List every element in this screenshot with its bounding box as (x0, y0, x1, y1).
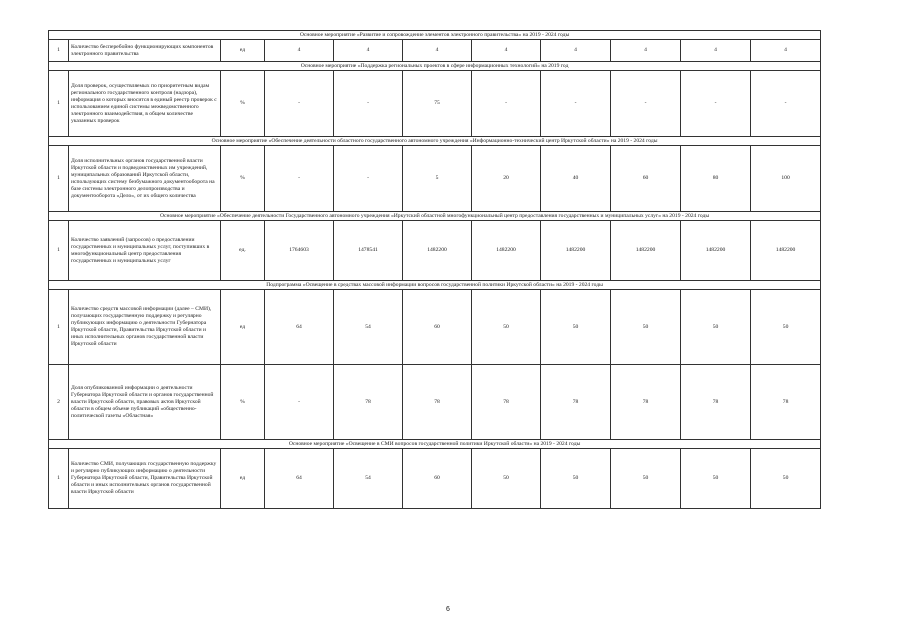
indicator-value: 78 (334, 365, 403, 440)
section-header-row (49, 137, 821, 146)
indicator-value: - (334, 71, 403, 137)
row-number: 1 (49, 221, 69, 281)
unit-of-measure: ед. (221, 221, 265, 281)
indicator-value: 5 (403, 146, 472, 212)
unit-of-measure: ед (221, 40, 265, 62)
row-number: 1 (49, 71, 69, 137)
table-row (49, 290, 821, 365)
indicator-name: Количество средств массовой информации (далее – СМИ), получающих государственную поддержку и регулярно публикующих информацию о деятельности Губернатора Иркутской области, Правительства Иркутской области и иных исполнительных органов государственной власти Иркутской области (69, 290, 221, 365)
indicator-value: 50 (541, 290, 611, 365)
indicator-value: 60 (403, 290, 472, 365)
indicator-value: 4 (611, 40, 681, 62)
table-row (49, 365, 821, 440)
section-title: Основное мероприятие «Поддержка региональных проектов в сфере информационных технологий» на 2019 год (49, 62, 821, 71)
indicator-value: 80 (681, 146, 751, 212)
indicator-value: 50 (681, 290, 751, 365)
indicator-name: Доля исполнительных органов государственной власти Иркутской области и подведомственных им учреждений, муниципальных образований Иркутской области, использующих систему безбумажного документооборота на базе системы электронного делопроизводства и документооборота «Дело», от их общего количества (69, 146, 221, 212)
indicator-value: 1478541 (334, 221, 403, 281)
indicator-value: 100 (751, 146, 821, 212)
indicator-value: 1482200 (541, 221, 611, 281)
section-title: Подпрограмма «Освещение в средствах массовой информации вопросов государственной политики Иркутской области» на 2019 - 2024 годы (49, 281, 821, 290)
indicator-value: 54 (334, 449, 403, 509)
indicator-value: 1482200 (681, 221, 751, 281)
indicator-value: 4 (751, 40, 821, 62)
indicator-value: 1482200 (403, 221, 472, 281)
indicator-name: Количество заявлений (запросов) о предоставлении государственных и муниципальных услуг, поступивших в многофункциональный центр предоставления государственных и муниципальных услуг (69, 221, 221, 281)
unit-of-measure: ед (221, 449, 265, 509)
indicator-value: - (611, 71, 681, 137)
indicator-value: 40 (541, 146, 611, 212)
indicator-value: 78 (751, 365, 821, 440)
section-header-row (49, 281, 821, 290)
section-title: Основное мероприятие «Обеспечение деятельности областного государственного автономного учреждения «Информационно-технический центр Иркутской области» на 2019 - 2024 годы (49, 137, 821, 146)
section-title: Основное мероприятие «Развитие и сопровождение элементов электронного правительства» на 2019 - 2024 годы (49, 31, 821, 40)
indicator-value: 1482200 (611, 221, 681, 281)
unit-of-measure: % (221, 71, 265, 137)
section-header-row (49, 440, 821, 449)
indicator-value: 78 (611, 365, 681, 440)
indicator-value: 78 (541, 365, 611, 440)
indicator-value: 50 (611, 290, 681, 365)
indicator-value: 50 (751, 290, 821, 365)
indicator-value: 78 (403, 365, 472, 440)
table-row (49, 71, 821, 137)
indicator-value: - (265, 146, 334, 212)
table-row (49, 40, 821, 62)
indicator-value: - (681, 71, 751, 137)
indicator-value: 64 (265, 290, 334, 365)
indicator-value: 4 (334, 40, 403, 62)
unit-of-measure: % (221, 146, 265, 212)
indicator-value: 78 (681, 365, 751, 440)
indicator-value: 54 (334, 290, 403, 365)
page-number: 6 (446, 606, 450, 613)
indicator-value: 4 (403, 40, 472, 62)
unit-of-measure: % (221, 365, 265, 440)
unit-of-measure: ед (221, 290, 265, 365)
indicator-value: 75 (403, 71, 472, 137)
indicator-value: 4 (681, 40, 751, 62)
indicator-value: 50 (681, 449, 751, 509)
indicator-value: 4 (472, 40, 541, 62)
indicator-value: 50 (611, 449, 681, 509)
section-header-row (49, 31, 821, 40)
indicator-name: Количество СМИ, получающих государственную поддержку и регулярно публикующих информацию о деятельности Губернатора Иркутской области, Правительства Иркутской области и иных исполнительных органов государственной власти Иркутской области (69, 449, 221, 509)
indicators-table (48, 30, 821, 509)
section-header-row (49, 212, 821, 221)
table-row (49, 449, 821, 509)
row-number: 1 (49, 449, 69, 509)
indicator-value: 50 (472, 449, 541, 509)
indicator-value: 4 (541, 40, 611, 62)
indicator-value: - (334, 146, 403, 212)
indicator-value: 60 (611, 146, 681, 212)
indicator-value: 60 (403, 449, 472, 509)
indicator-value: - (541, 71, 611, 137)
indicator-value: 78 (472, 365, 541, 440)
indicator-value: 1482200 (751, 221, 821, 281)
indicator-value: 64 (265, 449, 334, 509)
section-title: Основное мероприятие «Освещение в СМИ вопросов государственной политики Иркутской области» на 2019 - 2024 годы (49, 440, 821, 449)
indicator-value: - (265, 365, 334, 440)
indicator-value: 4 (265, 40, 334, 62)
indicator-value: - (265, 71, 334, 137)
table-row (49, 146, 821, 212)
indicator-value: 20 (472, 146, 541, 212)
section-header-row (49, 62, 821, 71)
indicator-value: 50 (751, 449, 821, 509)
row-number: 1 (49, 40, 69, 62)
indicator-name: Доля опубликованной информации о деятельности Губернатора Иркутской области и органов государственной власти Иркутской области, правовых актов Иркутской области в общем объеме публикаций «общественно-политической газеты «Областная» (69, 365, 221, 440)
indicator-name: Количество бесперебойно функционирующих компонентов электронного правительства (69, 40, 221, 62)
indicator-name: Доля проверок, осуществляемых по приоритетным видам регионального государственного контроля (надзора), информация о которых вносится в единый реестр проверок с использованием единой системы межведомственного электронного взаимодействия, в общем количестве указанных проверок (69, 71, 221, 137)
row-number: 2 (49, 365, 69, 440)
row-number: 1 (49, 290, 69, 365)
indicator-value: - (751, 71, 821, 137)
section-title: Основное мероприятие «Обеспечение деятельности Государственного автономного учреждения «Иркутский областной многофункциональный центр предоставления государственных и муниципальных услуг» на 2019 - 2024 годы (49, 212, 821, 221)
indicator-value: 1764603 (265, 221, 334, 281)
row-number: 1 (49, 146, 69, 212)
indicator-value: - (472, 71, 541, 137)
indicator-value: 50 (541, 449, 611, 509)
indicator-value: 50 (472, 290, 541, 365)
table-row (49, 221, 821, 281)
indicator-value: 1482200 (472, 221, 541, 281)
